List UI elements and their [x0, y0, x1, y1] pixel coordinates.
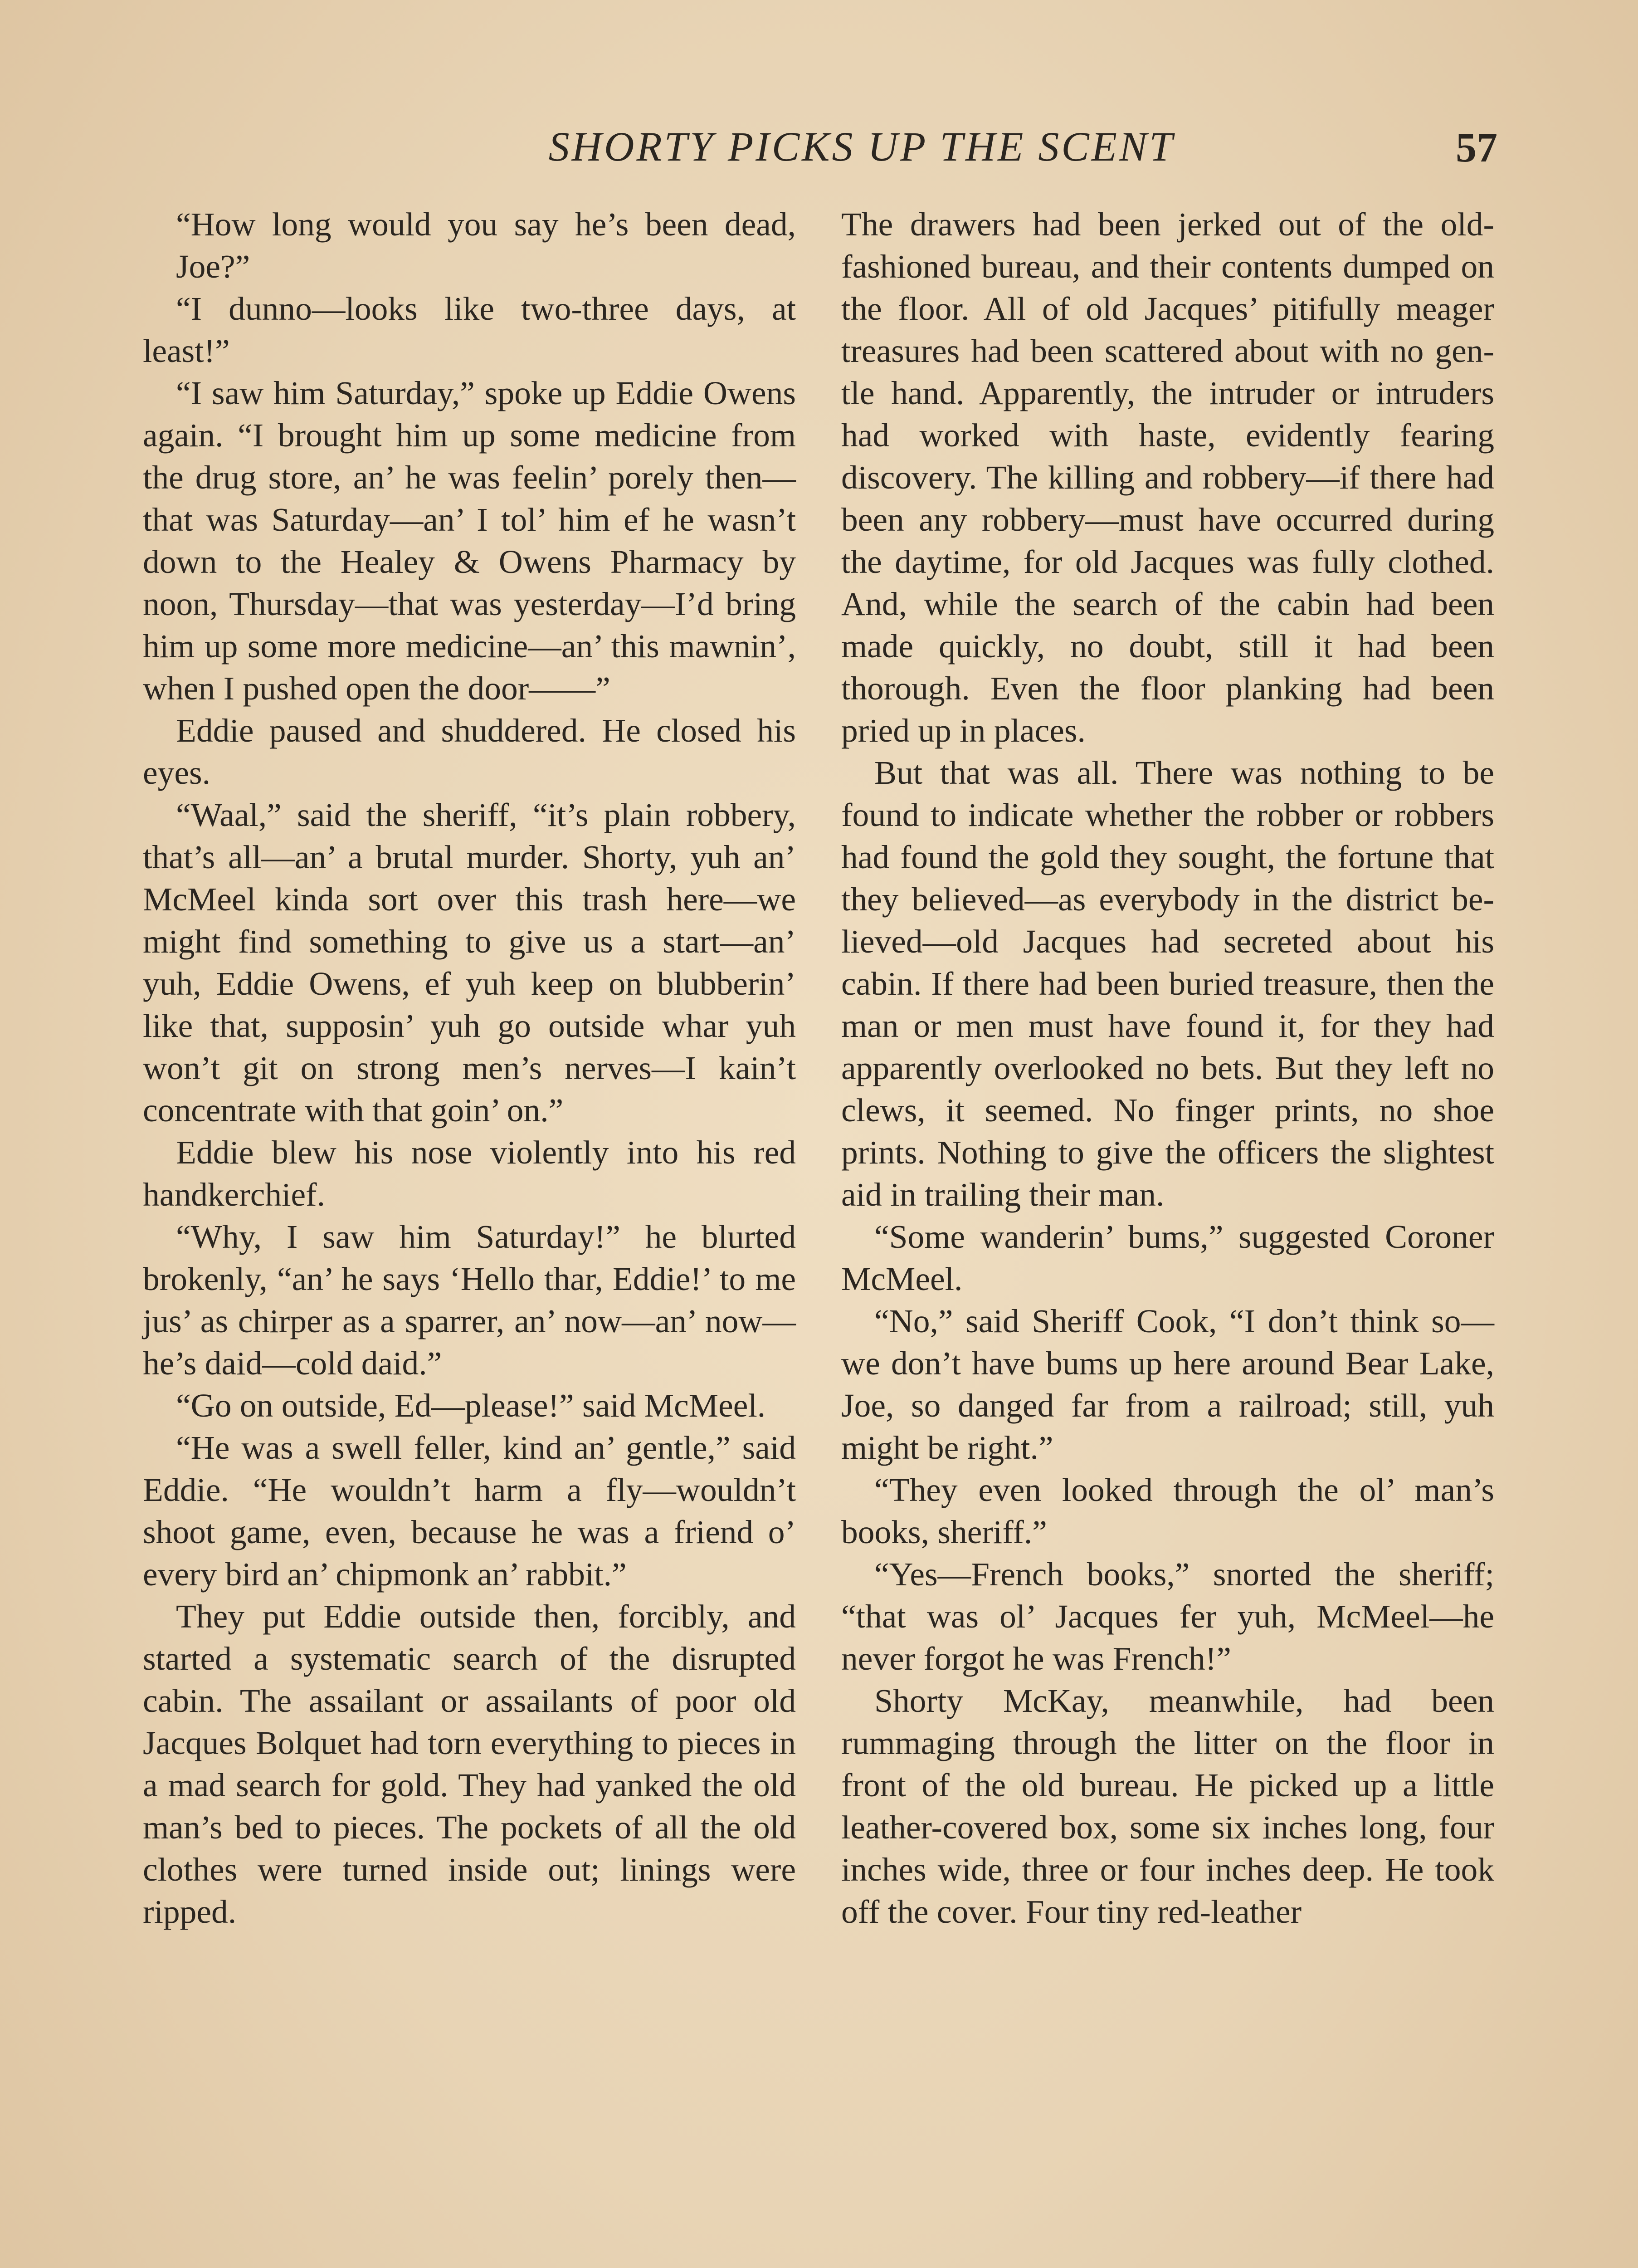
- paragraph: “He was a swell feller, kind an’ gentle,” said Eddie. “He wouldn’t harm a fly—wouldn’t shoot game, even, because he was a friend o’ every bird an’ chipmonk an’ rabbit.”: [143, 1429, 796, 1593]
- paragraph: “Why, I saw him Saturday!” he blurted brokenly, “an’ he says ‘Hello thar, Eddie!’ to me jus’ as chirper as a sparrer, an’ now—an’ now—he’s daid—cold daid.”: [143, 1218, 796, 1382]
- paragraph: The drawers had been jerked out of the old-fashioned bureau, and their contents dumped on the floor. All of old Jacques’ pitifully meager treasures had been scattered about with no gentle hand. Apparently, the intruder or intruders had worked with haste, evidently fearing discovery. The killing and robbery—if there had been any robbery—must have occurred during the daytime, for old Jacques was fully clothed. And, while the search of the cabin had been made quickly, no doubt, still it had been thorough. Even the floor planking had been pried up in places.: [841, 206, 1494, 749]
- paragraph: Eddie paused and shuddered. He closed his eyes.: [143, 712, 796, 791]
- right-text-column: [841, 203, 1494, 1933]
- paragraph: Shorty McKay, meanwhile, had been rummaging through the litter on the floor in front of the old bureau. He picked up a little leather-covered box, some six inches long, four inches wide, three or four inches deep. He took off the cover. Four tiny red-leather: [841, 1682, 1494, 1930]
- page-number: 57: [1456, 124, 1497, 171]
- paragraph: “I saw him Saturday,” spoke up Eddie Owens again. “I brought him up some medicine from the drug store, an’ he was feelin’ porely then—that was Saturday—an’ I tol’ him ef he wasn’t down to the Healey & Owens Pharmacy by noon, Thursday—that was yesterday—I’d bring him up some more medicine—an’ this mawnin’, when I pushed open the door——”: [143, 375, 796, 707]
- paragraph: “Yes—French books,” snorted the sheriff; “that was ol’ Jacques fer yuh, McMeel—he never forgot he was French!”: [841, 1556, 1494, 1677]
- paragraph: “How long would you say he’s been dead, Joe?”: [176, 206, 796, 285]
- paragraph: “Some wanderin’ bums,” suggested Coroner McMeel.: [841, 1218, 1494, 1297]
- paragraph: They put Eddie outside then, forcibly, and started a systematic search of the disrupted cabin. The assailant or assailants of poor old Jacques Bolquet had torn everything to pieces in a mad search for gold. They had yanked the old man’s bed to pieces. The pockets of all the old clothes were turned inside out; linings were ripped.: [143, 1598, 796, 1930]
- paragraph: “I dunno—looks like two-three days, at least!”: [143, 290, 796, 369]
- running-title: SHORTY PICKS UP THE SCENT: [548, 123, 1175, 170]
- paragraph: “Go on outside, Ed—please!” said McMeel.: [176, 1387, 766, 1424]
- paragraph: “They even looked through the ol’ man’s books, sheriff.”: [841, 1471, 1494, 1550]
- left-text-column: [143, 203, 796, 1933]
- paragraph: But that was all. There was nothing to be found to indicate whether the robber or robbers had found the gold they sought, the fortune that they believed—as everybody in the district believed—old Jacques had secreted about his cabin. If there had been buried treasure, then the man or men must have found it, for they had apparently overlooked no bets. But they left no clews, it seemed. No finger prints, no shoe prints. Nothing to give the officers the slightest aid in trailing their man.: [841, 754, 1494, 1213]
- paragraph: “Waal,” said the sheriff, “it’s plain robbery, that’s all—an’ a brutal murder. Shorty, yuh an’ McMeel kinda sort over this trash here—we might find something to give us a start—an’ yuh, Eddie Owens, ef yuh keep on blubberin’ like that, supposin’ yuh go outside whar yuh won’t git on strong men’s nerves—I kain’t concentrate with that goin’ on.”: [143, 797, 796, 1129]
- paragraph: “No,” said Sheriff Cook, “I don’t think so—we don’t have bums up here around Bear Lake, Joe, so danged far from a railroad; still, yuh might be right.”: [841, 1303, 1494, 1466]
- paragraph: Eddie blew his nose violently into his red handkerchief.: [143, 1134, 796, 1213]
